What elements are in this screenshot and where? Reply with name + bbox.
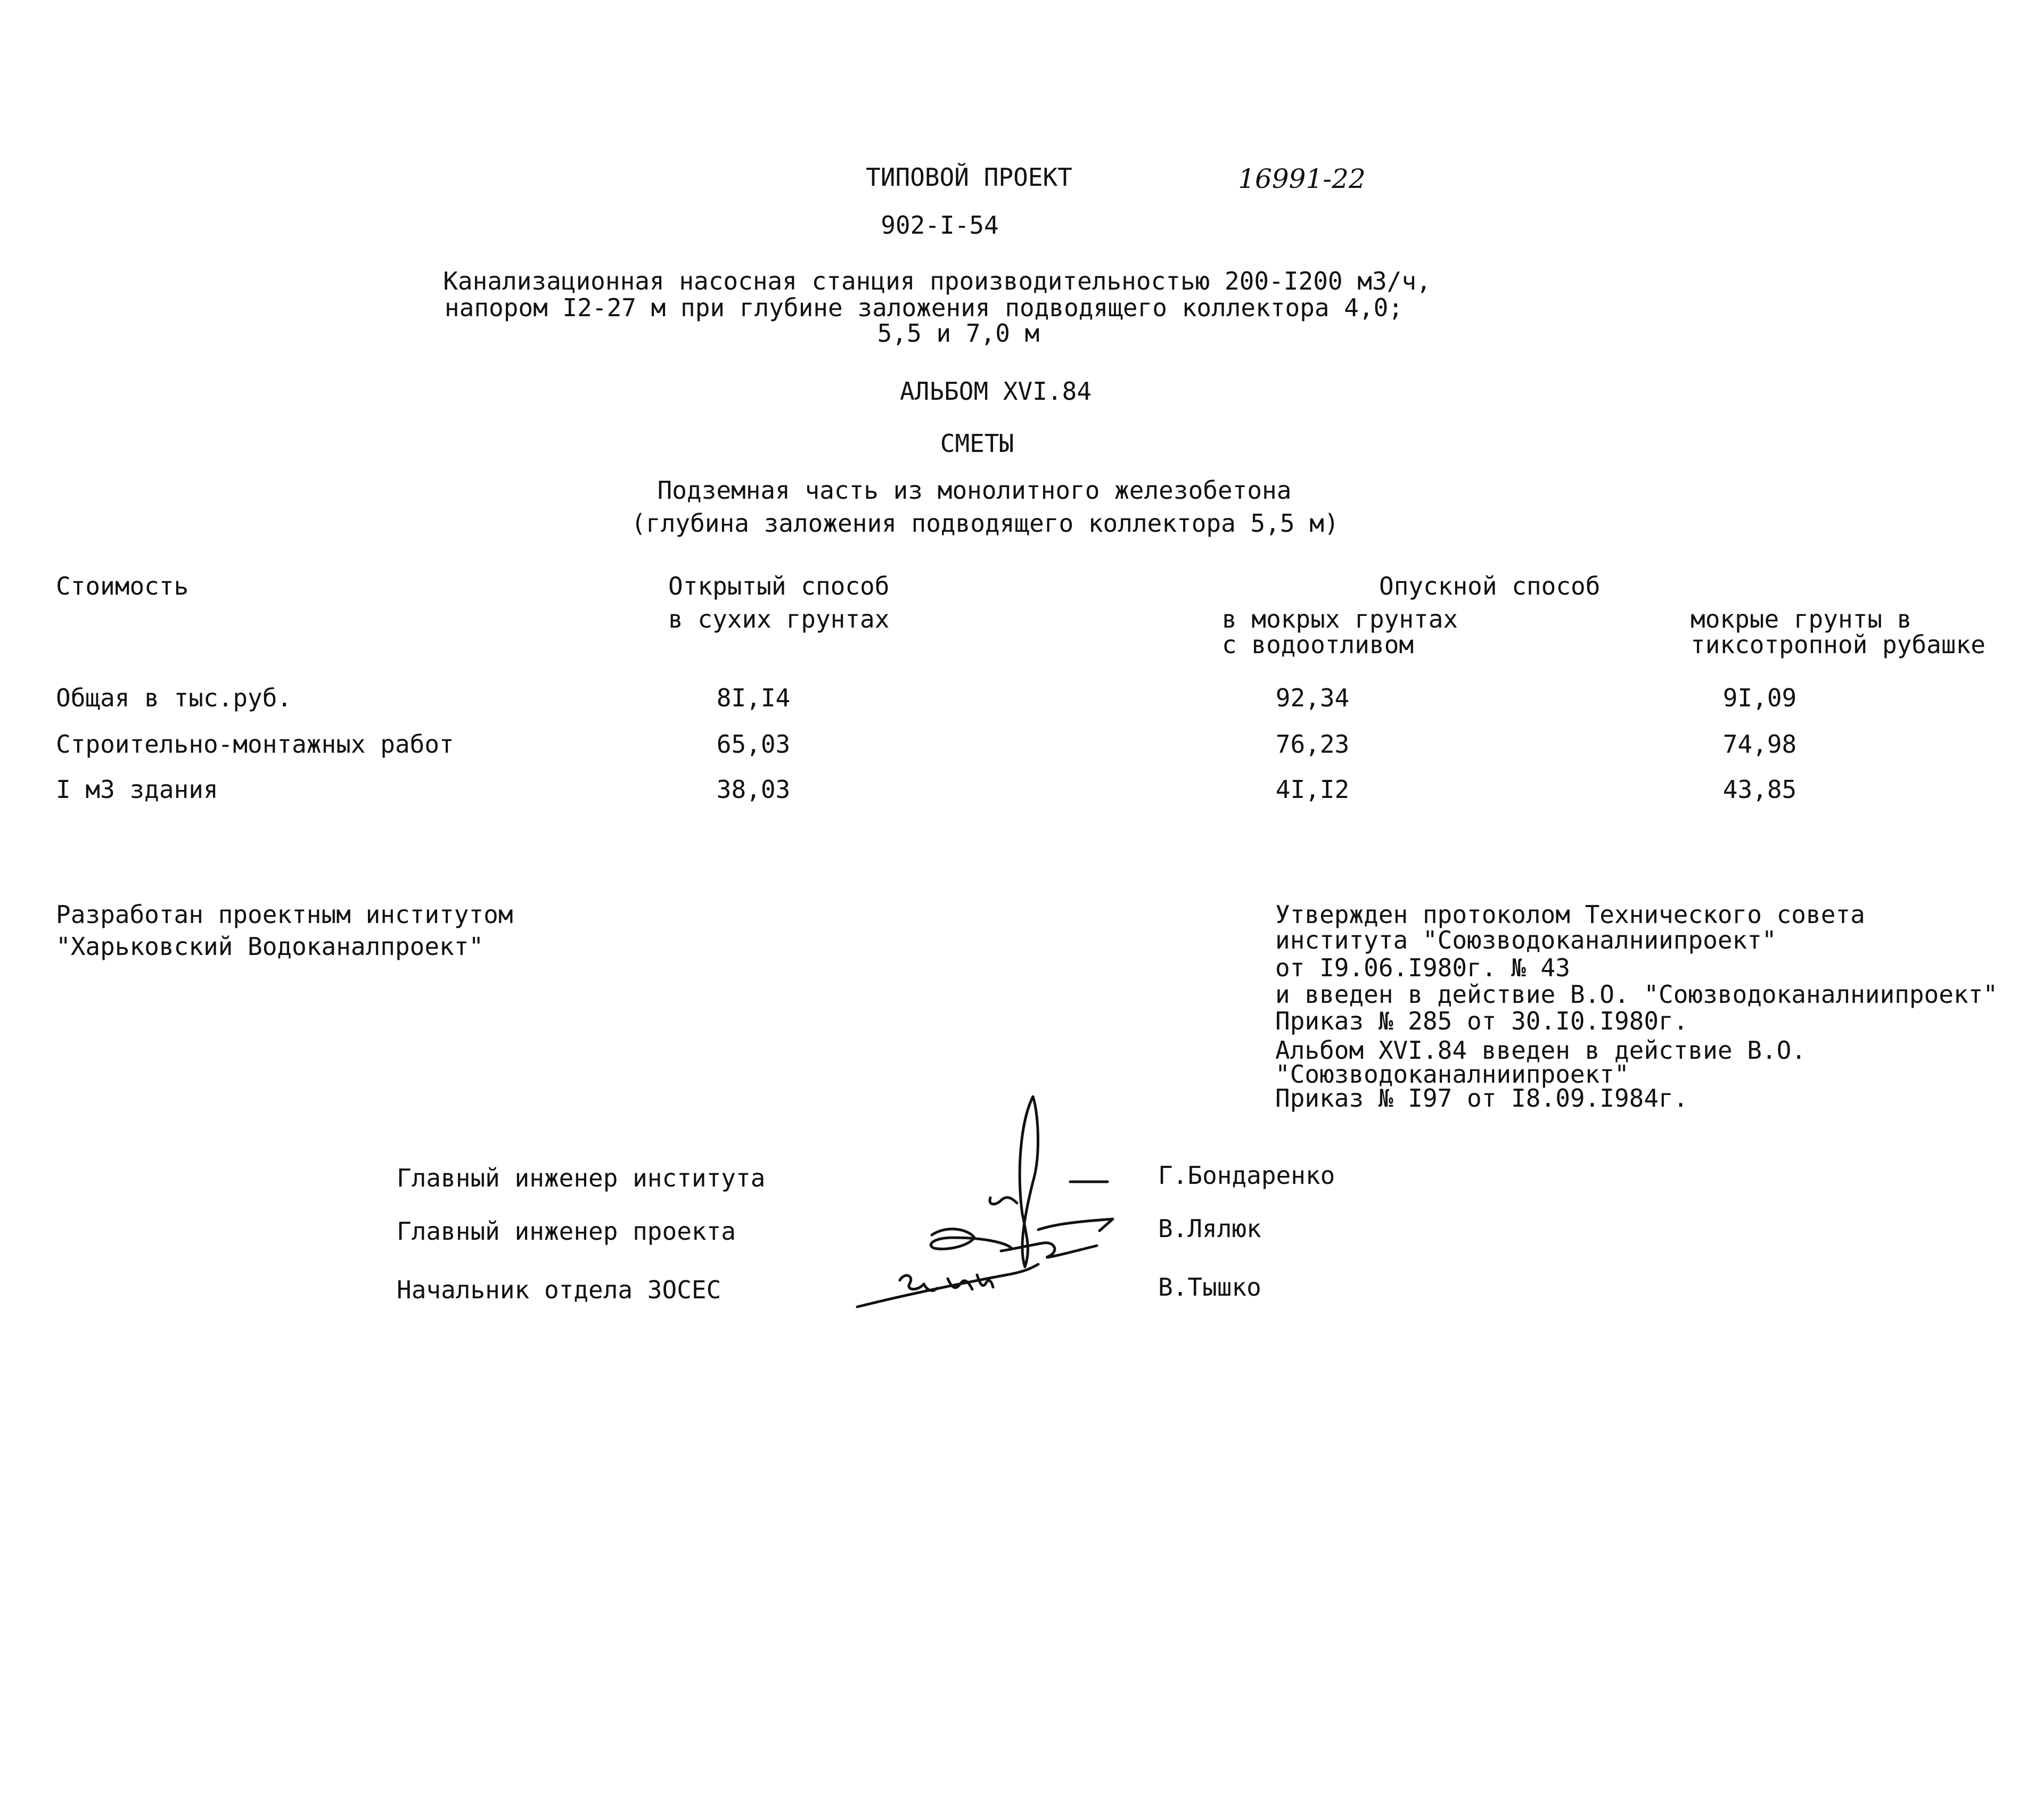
wet-thixo-header-2: тиксотропной рубашке xyxy=(1691,630,1985,659)
signature-name: Г.Бондаренко xyxy=(1158,1161,1335,1190)
table-cell: 92,34 xyxy=(1275,683,1350,712)
developer-line-2: "Харьковский Водоканалпроект" xyxy=(56,932,484,961)
approval-line-3: от I9.06.I980г. № 43 xyxy=(1275,953,1570,982)
project-code: 902-I-54 xyxy=(881,211,999,240)
table-cell: 8I,I4 xyxy=(716,683,791,712)
document-title: ТИПОВОЙ ПРОЕКТ xyxy=(866,163,1072,192)
album-label: АЛЬБОМ XVI.84 xyxy=(899,377,1092,406)
sink-method-header: Опускной способ xyxy=(1379,572,1601,600)
approval-line-6: Альбом XVI.84 введен в действие В.О. xyxy=(1275,1036,1806,1065)
subtitle-line-2: (глубина заложения подводящего коллектора 5,5 м) xyxy=(631,509,1339,538)
table-cell: 9I,09 xyxy=(1722,683,1797,712)
description-line-2: напором I2-27 м при глубине заложения подводящего коллектора 4,0; xyxy=(444,293,1404,322)
approval-line-1: Утвержден протоколом Технического совета xyxy=(1275,900,1865,929)
approval-line-5: Приказ № 285 от 30.I0.I980г. xyxy=(1275,1007,1688,1035)
handwritten-signature xyxy=(847,1091,1145,1320)
wet-thixo-header-1: мокрые грунты в xyxy=(1691,605,1912,633)
open-method-header-2: в сухих грунтах xyxy=(668,605,890,633)
description-line-1: Канализационная насосная станция производительностью 200-I200 м3/ч, xyxy=(443,267,1431,295)
wet-dewater-header-2: с водоотливом xyxy=(1222,630,1414,659)
wet-dewater-header-1: в мокрых грунтах xyxy=(1222,605,1458,633)
table-row-label: Общая в тыс.руб. xyxy=(56,683,292,712)
table-cell: 76,23 xyxy=(1275,730,1350,759)
approval-line-2: института "Союзводоканалниипроект" xyxy=(1275,926,1777,954)
table-cell: 74,98 xyxy=(1722,730,1797,759)
table-row-label: I м3 здания xyxy=(56,775,218,804)
cost-column-header: Стоимость xyxy=(56,572,189,600)
description-line-3: 5,5 и 7,0 м xyxy=(877,319,1040,348)
signature-name: В.Лялюк xyxy=(1158,1214,1261,1243)
table-cell: 43,85 xyxy=(1722,775,1797,804)
approval-line-8: Приказ № I97 от I8.09.I984г. xyxy=(1275,1084,1688,1113)
handwritten-number: 16991-22 xyxy=(1238,163,1366,194)
table-cell: 65,03 xyxy=(716,730,791,759)
signature-role: Начальник отдела ЗОСЕС xyxy=(397,1275,721,1304)
developer-line-1: Разработан проектным институтом xyxy=(56,900,513,929)
section-label: СМЕТЫ xyxy=(940,429,1014,458)
signature-role: Главный инженер института xyxy=(397,1164,766,1192)
table-cell: 4I,I2 xyxy=(1275,775,1350,804)
open-method-header-1: Открытый способ xyxy=(668,572,890,600)
signature-name: В.Тышко xyxy=(1158,1273,1261,1302)
table-cell: 38,03 xyxy=(716,775,791,804)
subtitle-line-1: Подземная часть из монолитного железобетона xyxy=(657,476,1292,505)
table-row-label: Строительно-монтажных работ xyxy=(56,730,454,759)
signature-role: Главный инженер проекта xyxy=(397,1217,736,1246)
approval-line-4: и введен в действие В.О. "Союзводоканалниипроект" xyxy=(1275,980,1998,1009)
approval-line-7: "Союзводоканалниипроект" xyxy=(1275,1060,1629,1089)
